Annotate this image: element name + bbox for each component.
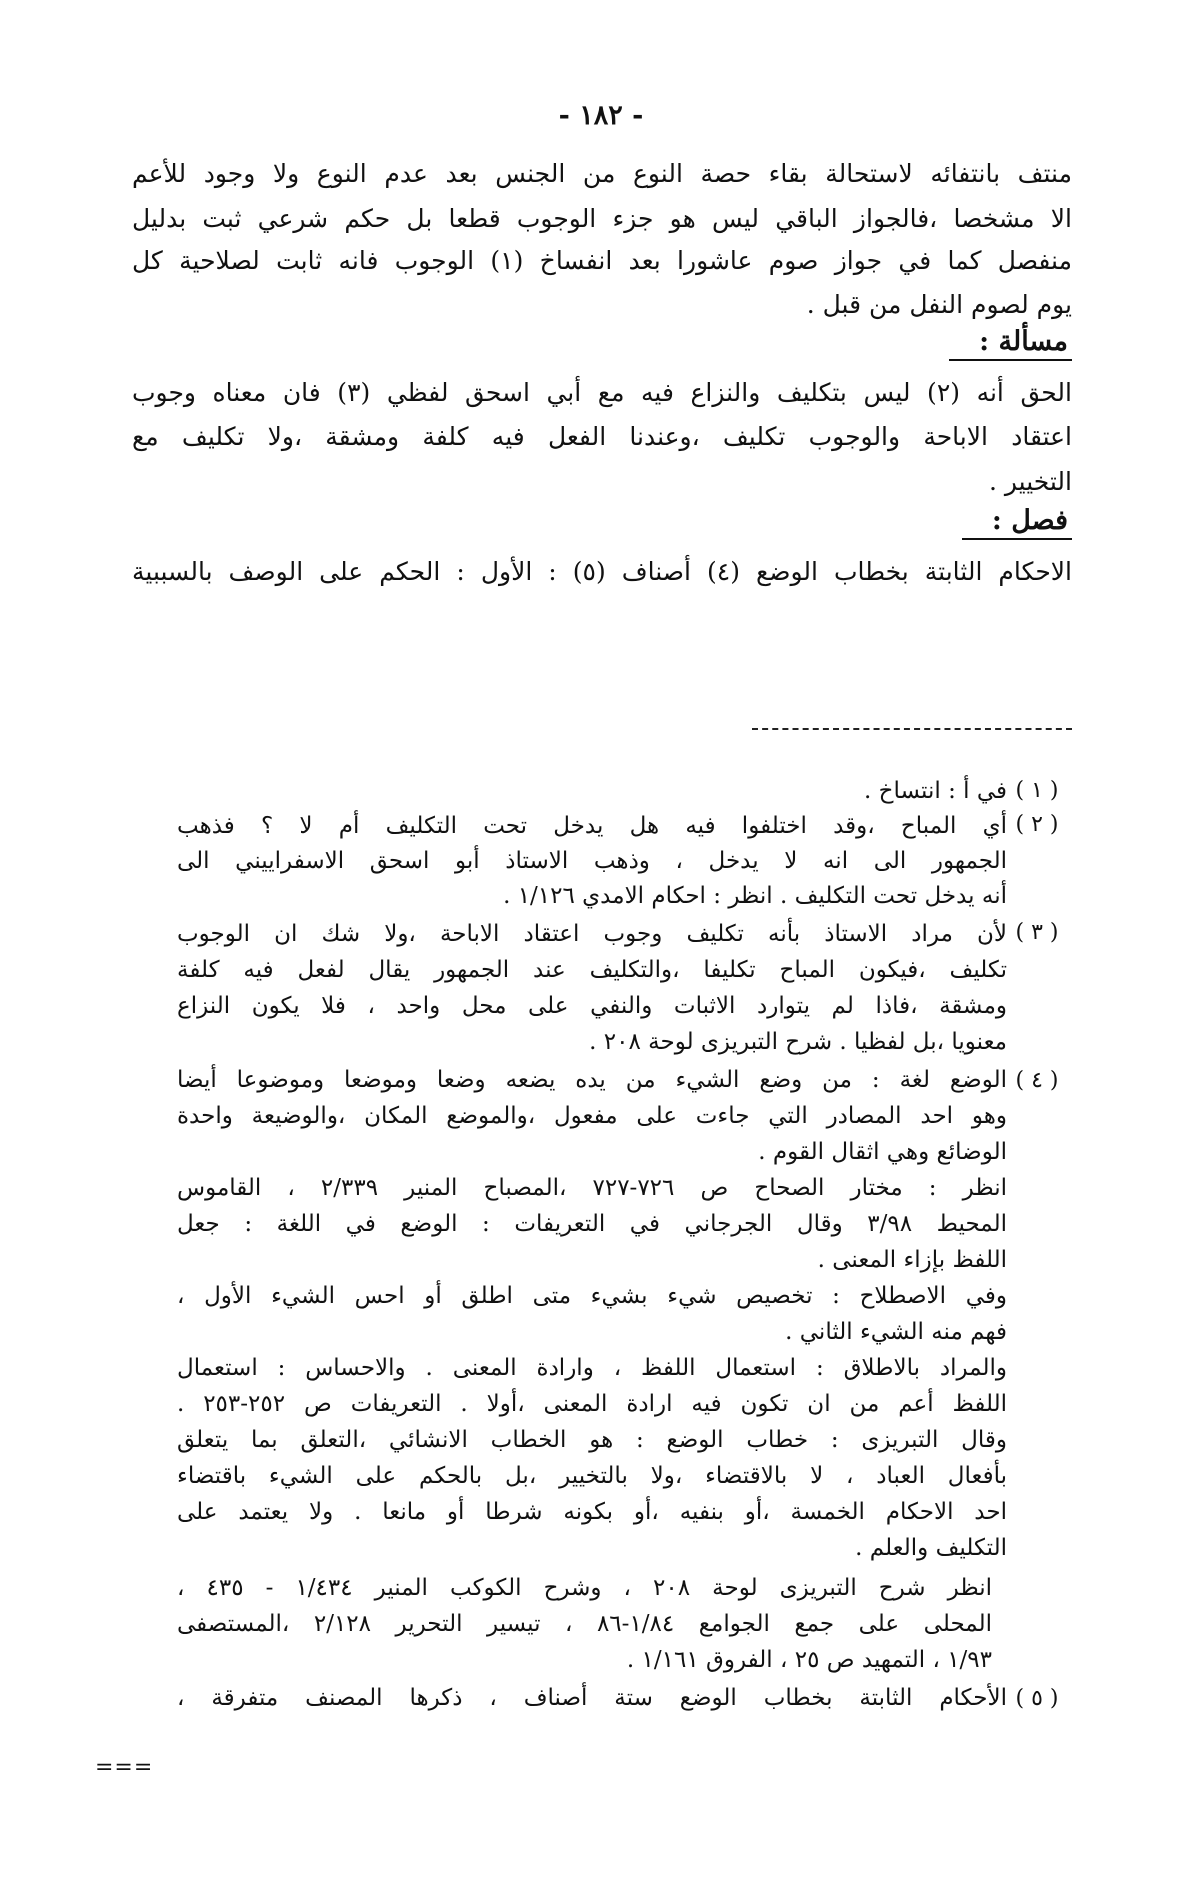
footnote-line: أي المباح ،وقد اختلفوا فيه هل يدخل تحت التكليف أم لا ؟ فذهب [177, 813, 1007, 839]
footnote-line: الأحكام الثابتة بخطاب الوضع ستة أصناف ، ذكرها المصنف متفرقة ، [177, 1685, 1007, 1711]
footnote-line: بأفعال العباد ، لا بالاقتضاء ،ولا بالتخيير ،بل بالحكم على الشيء باقتضاء [177, 1463, 1007, 1489]
body-line: اعتقاد الاباحة والوجوب تكليف ،وعندنا الفعل فيه كلفة ومشقة ،ولا تكليف مع [132, 422, 1072, 451]
footnote-number: ( ٣ ) [1015, 920, 1059, 945]
footnote-line: في أ : انتساخ . [864, 778, 1007, 804]
footnote-line: احد الاحكام الخمسة ،أو بنفيه ،أو بكونه شرطا أو مانعا . ولا يعتمد على [177, 1499, 1007, 1525]
footnote-line: الجمهور الى انه لا يدخل ، وذهب الاستاذ أبو اسحق الاسفراييني الى [177, 848, 1007, 874]
footnote-line: لأن مراد الاستاذ بأنه تكليف وجوب اعتقاد الاباحة ،ولا شك ان الوجوب [177, 921, 1007, 947]
footnote-number: ( ٤ ) [1015, 1068, 1059, 1093]
footnote-line: اللفظ بإزاء المعنى . [817, 1247, 1007, 1273]
footnote-line: المحيط ٣/٩٨ وقال الجرجاني في التعريفات : الوضع في اللغة : جعل [177, 1211, 1007, 1237]
body-line: منتف بانتفائه لاستحالة بقاء حصة النوع من الجنس بعد عدم النوع ولا وجود للأعم [132, 159, 1072, 188]
footnote-line: انظر شرح التبريزى لوحة ٢٠٨ ، وشرح الكوكب المنير ١/٤٣٤ - ٤٣٥ ، [177, 1575, 992, 1601]
footnote-number: ( ٢ ) [1015, 812, 1059, 837]
footnote-line: تكليف ،فيكون المباح تكليفا ،والتكليف عند الجمهور يقال لفعل فيه كلفة [177, 957, 1007, 983]
body-line: الا مشخصا ،فالجواز الباقي ليس هو جزء الوجوب قطعا بل حكم شرعي ثبت بدليل [132, 204, 1072, 233]
body-line: الحق أنه (٢) ليس بتكليف والنزاع فيه مع أبي اسحق لفظي (٣) فان معناه وجوب [132, 378, 1072, 407]
footnote-line: المحلى على جمع الجوامع ١/٨٤-٨٦ ، تيسير التحرير ٢/١٢٨ ،المستصفى [177, 1611, 992, 1637]
footnote-number: ( ١ ) [1015, 778, 1059, 803]
body-line: منفصل كما في جواز صوم عاشورا بعد انفساخ (١) الوجوب فانه ثابت لصلاحية كل [132, 246, 1072, 275]
body-line: التخيير . [988, 467, 1072, 496]
footnote-line: ١/٩٣ ، التمهيد ص ٢٥ ، الفروق ١/١٦١ . [626, 1647, 992, 1673]
body-line: يوم لصوم النفل من قبل . [806, 290, 1072, 319]
footnote-separator [752, 728, 1072, 730]
footnote-line: الوضائع وهي اثقال القوم . [758, 1139, 1007, 1165]
page-number: - ١٨٢ - [558, 100, 644, 131]
section-heading-mas-ala: مسألة : [949, 326, 1072, 361]
footnote-line: انظر : مختار الصحاح ص ٧٢٦-٧٢٧ ،المصباح المنير ٢/٣٣٩ ، القاموس [177, 1175, 1007, 1201]
body-line: الاحكام الثابتة بخطاب الوضع (٤) أصناف (٥) : الأول : الحكم على الوصف بالسببية [132, 557, 1072, 586]
footnote-line: وفي الاصطلاح : تخصيص شيء بشيء متى اطلق أو احس الشيء الأول ، [177, 1283, 1007, 1309]
footnote-line: فهم منه الشيء الثاني . [785, 1319, 1007, 1345]
footnote-line: وهو احد المصادر التي جاءت على مفعول ،والموضع المكان ،والوضيعة واحدة [177, 1103, 1007, 1129]
footnote-line: معنويا ،بل لفظيا . شرح التبريزى لوحة ٢٠٨ . [589, 1029, 1007, 1055]
footnote-line: الوضع لغة : من وضع الشيء من يده يضعه وضعا وموضعا وموضوعا أيضا [177, 1067, 1007, 1093]
footnote-line: التكليف والعلم . [855, 1535, 1007, 1561]
section-heading-fasl: فصل : [962, 505, 1072, 540]
footnote-line: ومشقة ،فاذا لم يتوارد الاثبات والنفي على محل واحد ، فلا يكون النزاع [177, 993, 1007, 1019]
footnote-line: اللفظ أعم من ان تكون فيه ارادة المعنى ،أولا . التعريفات ص ٢٥٢-٢٥٣ . [177, 1391, 1007, 1417]
footnote-line: وقال التبريزى : خطاب الوضع : هو الخطاب الانشائي ،التعلق بما يتعلق [177, 1427, 1007, 1453]
footnote-line: أنه يدخل تحت التكليف . انظر : احكام الامدي ١/١٢٦ . [503, 883, 1007, 909]
end-mark: === [95, 1755, 154, 1780]
footnote-number: ( ٥ ) [1015, 1686, 1059, 1711]
footnote-line: والمراد بالاطلاق : استعمال اللفظ ، وارادة المعنى . والاحساس : استعمال [177, 1355, 1007, 1381]
